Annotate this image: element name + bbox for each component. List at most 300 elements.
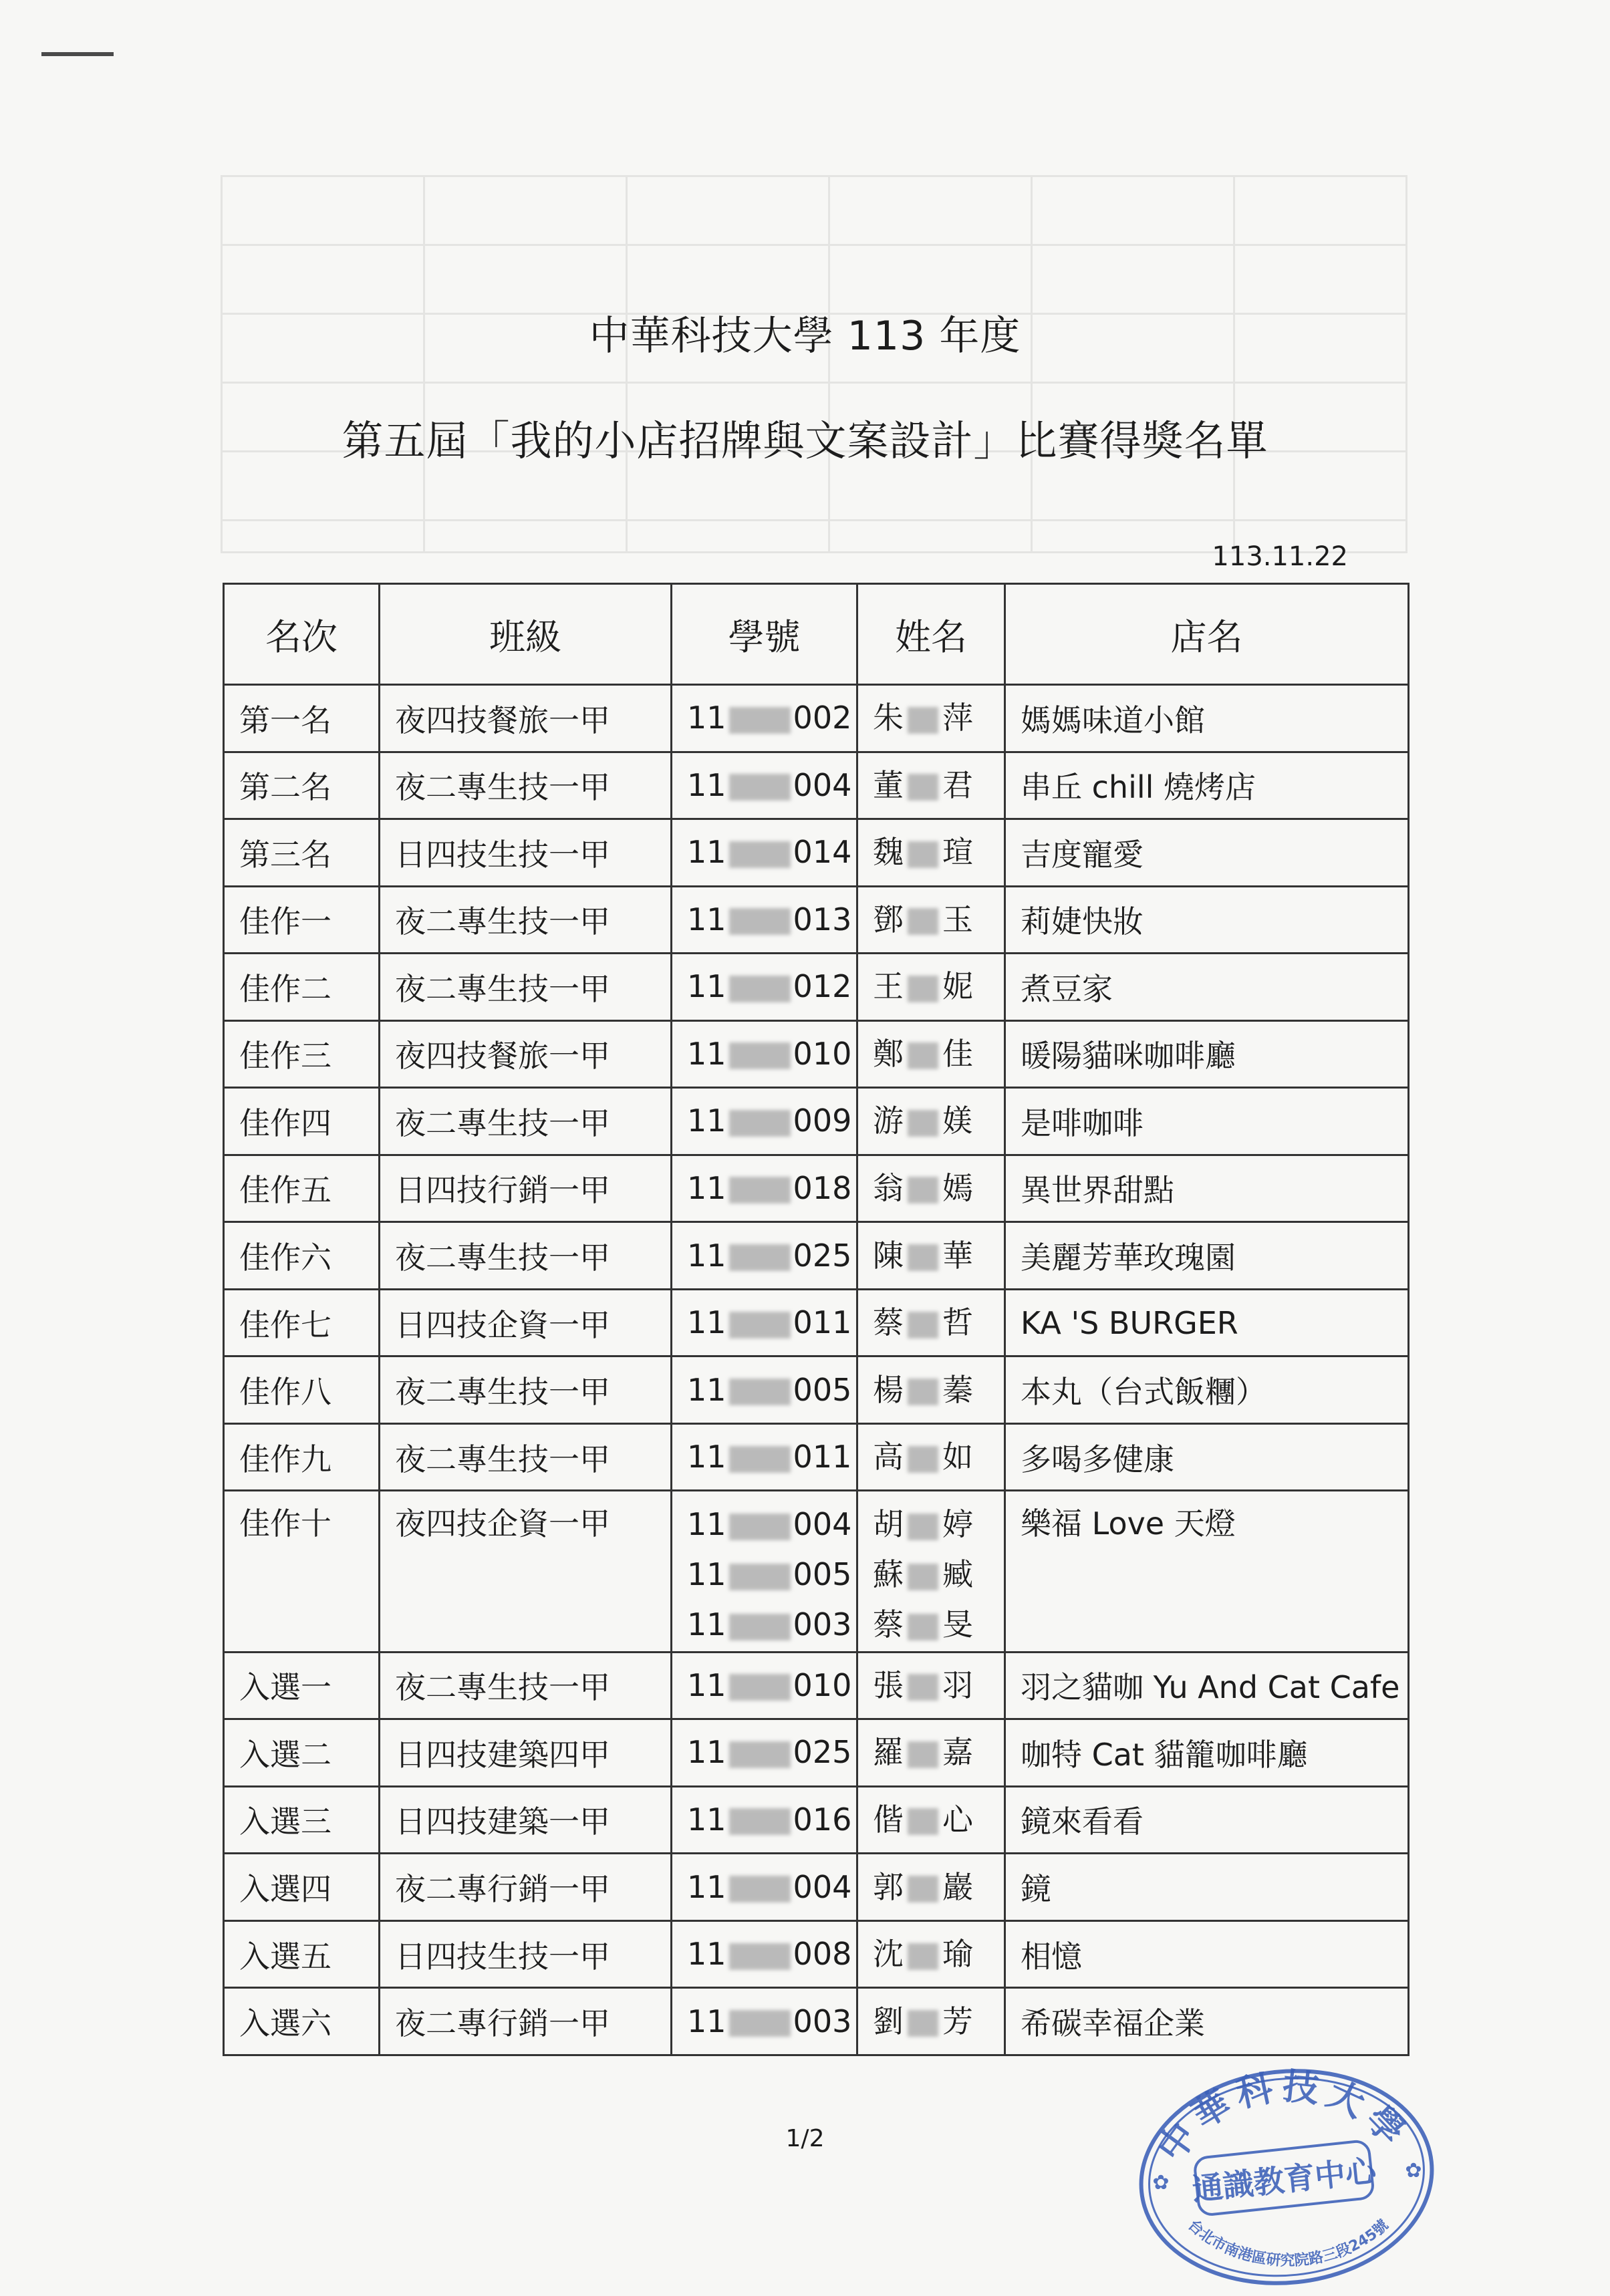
cell-student-id [672,1356,857,1424]
cell-rank: 入選五 [224,1920,380,1988]
cell-name [857,1854,1005,1921]
redaction-mask [908,1808,938,1835]
redaction-mask [908,1446,938,1473]
student-id-suffix: 003 [793,2003,852,2039]
student-id [687,1499,856,1550]
student-name [873,962,1004,1012]
cell-shop-name: 串丘 chill 燒烤店 [1005,752,1409,819]
redaction-mask [729,1876,791,1902]
student-id-suffix: 014 [793,834,852,871]
student-given-name: 萍 [942,700,973,736]
student-given-name: 心 [942,1801,973,1838]
student-id [687,1365,856,1415]
student-id [687,1096,856,1146]
cell-shop-name: 羽之貓咖 Yu And Cat Cafe [1005,1652,1409,1719]
student-id-prefix: 11 [687,901,726,938]
student-surname: 游 [873,1103,904,1139]
results-table [223,583,1410,2056]
cell-class: 夜四技企資一甲 [380,1491,672,1652]
table-row [224,752,1409,819]
student-id-prefix: 11 [687,1237,726,1274]
cell-student-id [672,886,857,954]
student-surname: 蘇 [873,1556,904,1593]
redaction-mask [908,1379,938,1405]
student-given-name: 婷 [942,1506,973,1543]
cell-student-id [672,752,857,819]
student-given-name: 臧 [942,1556,973,1593]
cell-shop-name: 是啡咖啡 [1005,1088,1409,1155]
redaction-mask [908,841,938,868]
student-name [873,895,1004,945]
student-id-prefix: 11 [687,1506,726,1543]
student-surname: 朱 [873,700,904,736]
student-id [687,760,856,811]
student-id-prefix: 11 [687,834,726,871]
cell-shop-name: 多喝多健康 [1005,1423,1409,1491]
student-id-prefix: 11 [687,1304,726,1341]
student-id [687,1029,856,1079]
student-given-name: 嫣 [942,1169,973,1206]
university-seal [1126,2043,1447,2291]
redaction-mask [908,1674,938,1701]
student-surname: 劉 [873,2003,904,2039]
student-id-prefix: 11 [687,1667,726,1703]
cell-class: 夜二專生技一甲 [380,1356,672,1424]
student-name [873,1795,1004,1845]
redaction-mask [908,1042,938,1069]
cell-student-id [672,1155,857,1222]
student-name [873,1365,1004,1415]
student-name [873,1929,1004,1979]
redaction-mask [729,908,791,935]
cell-rank: 第二名 [224,752,380,819]
column-header-shop: 店名 [1005,584,1409,685]
cell-rank: 入選二 [224,1719,380,1787]
student-id-suffix: 009 [793,1103,852,1139]
student-name [873,1432,1004,1482]
student-given-name: 媄 [942,1103,973,1139]
cell-shop-name: 媽媽味道小館 [1005,685,1409,752]
student-surname: 魏 [873,834,904,871]
student-id-suffix: 013 [793,901,852,938]
student-id-prefix: 11 [687,1868,726,1905]
student-name [873,1499,1004,1550]
student-given-name: 瑜 [942,1936,973,1973]
student-given-name: 巖 [942,1868,973,1905]
cell-rank: 佳作十 [224,1491,380,1652]
redaction-mask [729,976,791,1002]
redaction-mask [729,1514,791,1540]
cell-shop-name: KA 'S BURGER [1005,1289,1409,1356]
student-name [873,1163,1004,1213]
student-id-suffix: 010 [793,1667,852,1703]
redaction-mask [908,774,938,801]
student-id-prefix: 11 [687,968,726,1005]
student-id-prefix: 11 [687,1371,726,1408]
cell-shop-name: 暖陽貓咪咖啡廳 [1005,1020,1409,1088]
table-row [224,1854,1409,1921]
redaction-mask [908,2010,938,2037]
cell-class: 夜二專行銷一甲 [380,1988,672,2055]
redaction-mask [908,1514,938,1540]
table-row [224,1155,1409,1222]
cell-name [857,1356,1005,1424]
cell-shop-name: 吉度寵愛 [1005,819,1409,887]
table-row [224,1289,1409,1356]
student-id-prefix: 11 [687,1801,726,1838]
cell-class: 日四技生技一甲 [380,819,672,887]
student-surname: 翁 [873,1169,904,1206]
cell-student-id [672,1786,857,1854]
student-id-prefix: 11 [687,1936,726,1973]
cell-student-id [672,1988,857,2055]
student-id-suffix: 008 [793,1936,852,1973]
cell-student-id [672,1289,857,1356]
redaction-mask [908,1312,938,1338]
table-row [224,886,1409,954]
column-header-name: 姓名 [857,584,1005,685]
table-row [224,1652,1409,1719]
student-id [687,1432,856,1482]
cell-class: 夜二專生技一甲 [380,954,672,1021]
student-id-prefix: 11 [687,1169,726,1206]
cell-name [857,1088,1005,1155]
student-surname: 王 [873,968,904,1005]
student-surname: 董 [873,766,904,803]
redaction-mask [908,707,938,734]
student-name [873,827,1004,877]
table-row [224,1356,1409,1424]
redaction-mask [729,1110,791,1137]
student-given-name: 羽 [942,1667,973,1703]
table-row [224,1719,1409,1787]
cell-shop-name: 煮豆家 [1005,954,1409,1021]
seal-flower-icon-right: ✿ [1405,2159,1422,2182]
cell-student-id [672,1719,857,1787]
cell-student-id [672,1222,857,1290]
student-id-suffix: 010 [793,1035,852,1072]
cell-shop-name: 鏡 [1005,1854,1409,1921]
scan-mark [41,52,114,56]
table-row [224,819,1409,887]
cell-shop-name: 美麗芳華玫瑰園 [1005,1222,1409,1290]
student-id-prefix: 11 [687,700,726,736]
redaction-mask [729,1674,791,1701]
table-row [224,1920,1409,1988]
cell-rank: 入選一 [224,1652,380,1719]
cell-name [857,1920,1005,1988]
student-id-suffix: 011 [793,1304,852,1341]
student-given-name: 瑄 [942,834,973,871]
cell-shop-name: 鏡來看看 [1005,1786,1409,1854]
student-id [687,1231,856,1281]
student-id-prefix: 11 [687,1556,726,1593]
cell-class: 夜二專生技一甲 [380,752,672,819]
student-given-name: 佳 [942,1035,973,1072]
student-surname: 高 [873,1439,904,1475]
cell-class: 夜二專行銷一甲 [380,1854,672,1921]
redaction-mask [729,1564,791,1590]
student-name [873,1550,1004,1600]
student-id-suffix: 018 [793,1169,852,1206]
student-id-suffix: 002 [793,700,852,736]
table-header-row [224,584,1409,685]
bleed-through-table [221,175,1407,553]
cell-rank: 入選六 [224,1988,380,2055]
redaction-mask [729,1446,791,1473]
student-id-suffix: 004 [793,1868,852,1905]
cell-name [857,685,1005,752]
student-surname: 沈 [873,1936,904,1973]
student-name [873,1298,1004,1348]
student-id-suffix: 016 [793,1801,852,1838]
student-surname: 陳 [873,1237,904,1274]
student-id [687,1163,856,1213]
cell-name [857,886,1005,954]
redaction-mask [908,908,938,935]
cell-rank: 入選四 [224,1854,380,1921]
cell-class: 日四技建築一甲 [380,1786,672,1854]
cell-name [857,1423,1005,1491]
seal-flower-icon-left: ✿ [1152,2171,1170,2194]
student-id-suffix: 011 [793,1439,852,1475]
student-name [873,760,1004,811]
cell-class: 夜二專生技一甲 [380,1423,672,1491]
student-id-suffix: 003 [793,1606,852,1643]
cell-rank: 佳作九 [224,1423,380,1491]
cell-class: 夜二專生技一甲 [380,1652,672,1719]
redaction-mask [729,2010,791,2037]
cell-rank: 佳作二 [224,954,380,1021]
cell-name [857,1020,1005,1088]
student-id [687,962,856,1012]
redaction-mask [729,1943,791,1970]
column-header-class: 班級 [380,584,672,685]
document-title: 中華科技大學 113 年度 [589,313,1021,360]
redaction-mask [908,1110,938,1137]
cell-name [857,1988,1005,2055]
student-id [687,693,856,743]
student-surname: 鄭 [873,1035,904,1072]
cell-name [857,1289,1005,1356]
student-given-name: 如 [942,1439,973,1475]
student-name [873,1096,1004,1146]
student-id-prefix: 11 [687,766,726,803]
cell-rank: 佳作五 [224,1155,380,1222]
student-name [873,1029,1004,1079]
student-surname: 偕 [873,1801,904,1838]
cell-shop-name: 異世界甜點 [1005,1155,1409,1222]
student-given-name: 蓁 [942,1371,973,1408]
student-id [687,1550,856,1600]
cell-class: 夜二專生技一甲 [380,1088,672,1155]
student-id-prefix: 11 [687,2003,726,2039]
redaction-mask [908,1876,938,1902]
student-id [687,827,856,877]
document-date: 113.11.22 [1212,541,1348,572]
student-given-name: 君 [942,766,973,803]
cell-class: 日四技行銷一甲 [380,1155,672,1222]
cell-student-id [672,954,857,1021]
seal-bottom-text: 台北市南港區研究院路三段245號 [1184,2216,1392,2270]
seal-center-text: 通識教育中心 [1190,2152,1378,2208]
student-name [873,1231,1004,1281]
cell-name [857,1222,1005,1290]
seal-top-text: 中華科技大學 [1150,2065,1418,2170]
student-id-suffix: 005 [793,1371,852,1408]
student-id-suffix: 004 [793,1506,852,1543]
student-id [687,1727,856,1777]
student-given-name: 華 [942,1237,973,1274]
cell-shop-name: 莉婕快妝 [1005,886,1409,954]
student-surname: 胡 [873,1506,904,1543]
cell-student-id [672,1854,857,1921]
student-id-suffix: 004 [793,766,852,803]
cell-shop-name: 本丸（台式飯糰） [1005,1356,1409,1424]
cell-rank: 佳作七 [224,1289,380,1356]
student-name [873,1661,1004,1711]
student-name [873,693,1004,743]
student-surname: 楊 [873,1371,904,1408]
cell-student-id [672,819,857,887]
student-given-name: 芳 [942,2003,973,2039]
cell-rank: 入選三 [224,1786,380,1854]
cell-student-id [672,1088,857,1155]
cell-rank: 佳作一 [224,886,380,954]
student-id-suffix: 005 [793,1556,852,1593]
cell-name [857,954,1005,1021]
student-surname: 郭 [873,1868,904,1905]
redaction-mask [908,976,938,1002]
student-surname: 羅 [873,1734,904,1771]
cell-name [857,752,1005,819]
student-id [687,1795,856,1845]
table-row [224,1491,1409,1652]
results-body [224,685,1409,2055]
student-id-suffix: 012 [793,968,852,1005]
redaction-mask [729,1244,791,1271]
cell-student-id [672,1423,857,1491]
cell-rank: 第三名 [224,819,380,887]
cell-name [857,1652,1005,1719]
page-number: 1/2 [785,2125,825,2152]
student-id [687,895,856,945]
cell-student-id [672,685,857,752]
cell-name [857,819,1005,887]
redaction-mask [908,1177,938,1203]
student-given-name: 妮 [942,968,973,1005]
cell-rank: 佳作六 [224,1222,380,1290]
table-row [224,1786,1409,1854]
cell-student-id [672,1020,857,1088]
cell-rank: 佳作四 [224,1088,380,1155]
redaction-mask [729,841,791,868]
student-given-name: 嘉 [942,1734,973,1771]
cell-student-id [672,1920,857,1988]
student-id [687,1862,856,1912]
cell-class: 夜二專生技一甲 [380,886,672,954]
redaction-mask [729,774,791,801]
student-id [687,1661,856,1711]
redaction-mask [729,1312,791,1338]
cell-shop-name: 咖特 Cat 貓籠咖啡廳 [1005,1719,1409,1787]
student-id [687,1997,856,2047]
cell-class: 日四技生技一甲 [380,1920,672,1988]
student-id [687,1600,856,1650]
table-row [224,1222,1409,1290]
cell-shop-name: 相憶 [1005,1920,1409,1988]
student-given-name: 旻 [942,1606,973,1643]
cell-student-id [672,1491,857,1652]
redaction-mask [908,1564,938,1590]
cell-class: 日四技企資一甲 [380,1289,672,1356]
table-row [224,1088,1409,1155]
cell-name [857,1155,1005,1222]
cell-rank: 第一名 [224,685,380,752]
cell-class: 夜四技餐旅一甲 [380,685,672,752]
document-subtitle: 第五屆「我的小店招牌與文案設計」比賽得獎名單 [342,416,1268,465]
cell-name [857,1491,1005,1652]
student-id-prefix: 11 [687,1035,726,1072]
student-surname: 蔡 [873,1606,904,1643]
student-id-prefix: 11 [687,1439,726,1475]
table-row [224,1020,1409,1088]
redaction-mask [908,1244,938,1271]
student-id [687,1298,856,1348]
student-id [687,1929,856,1979]
redaction-mask [729,1379,791,1405]
table-row [224,1423,1409,1491]
cell-shop-name: 樂福 Love 天燈 [1005,1491,1409,1652]
student-id-prefix: 11 [687,1734,726,1771]
student-name [873,1862,1004,1912]
student-surname: 張 [873,1667,904,1703]
cell-student-id [672,1652,857,1719]
student-given-name: 玉 [942,901,973,938]
redaction-mask [729,1741,791,1768]
table-row [224,685,1409,752]
cell-class: 夜二專生技一甲 [380,1222,672,1290]
redaction-mask [729,1614,791,1640]
student-name [873,1727,1004,1777]
student-id-suffix: 025 [793,1237,852,1274]
column-header-student-id: 學號 [672,584,857,685]
redaction-mask [729,707,791,734]
redaction-mask [908,1741,938,1768]
cell-name [857,1719,1005,1787]
redaction-mask [729,1177,791,1203]
redaction-mask [908,1943,938,1970]
table-row [224,954,1409,1021]
cell-shop-name: 希碳幸福企業 [1005,1988,1409,2055]
cell-class: 夜四技餐旅一甲 [380,1020,672,1088]
student-name [873,1600,1004,1650]
cell-name [857,1786,1005,1854]
cell-rank: 佳作八 [224,1356,380,1424]
student-id-suffix: 025 [793,1734,852,1771]
student-surname: 鄧 [873,901,904,938]
redaction-mask [908,1614,938,1640]
redaction-mask [729,1808,791,1835]
student-given-name: 哲 [942,1304,973,1341]
cell-rank: 佳作三 [224,1020,380,1088]
student-surname: 蔡 [873,1304,904,1341]
cell-class: 日四技建築四甲 [380,1719,672,1787]
student-id-prefix: 11 [687,1103,726,1139]
student-id-prefix: 11 [687,1606,726,1643]
column-header-rank: 名次 [224,584,380,685]
redaction-mask [729,1042,791,1069]
